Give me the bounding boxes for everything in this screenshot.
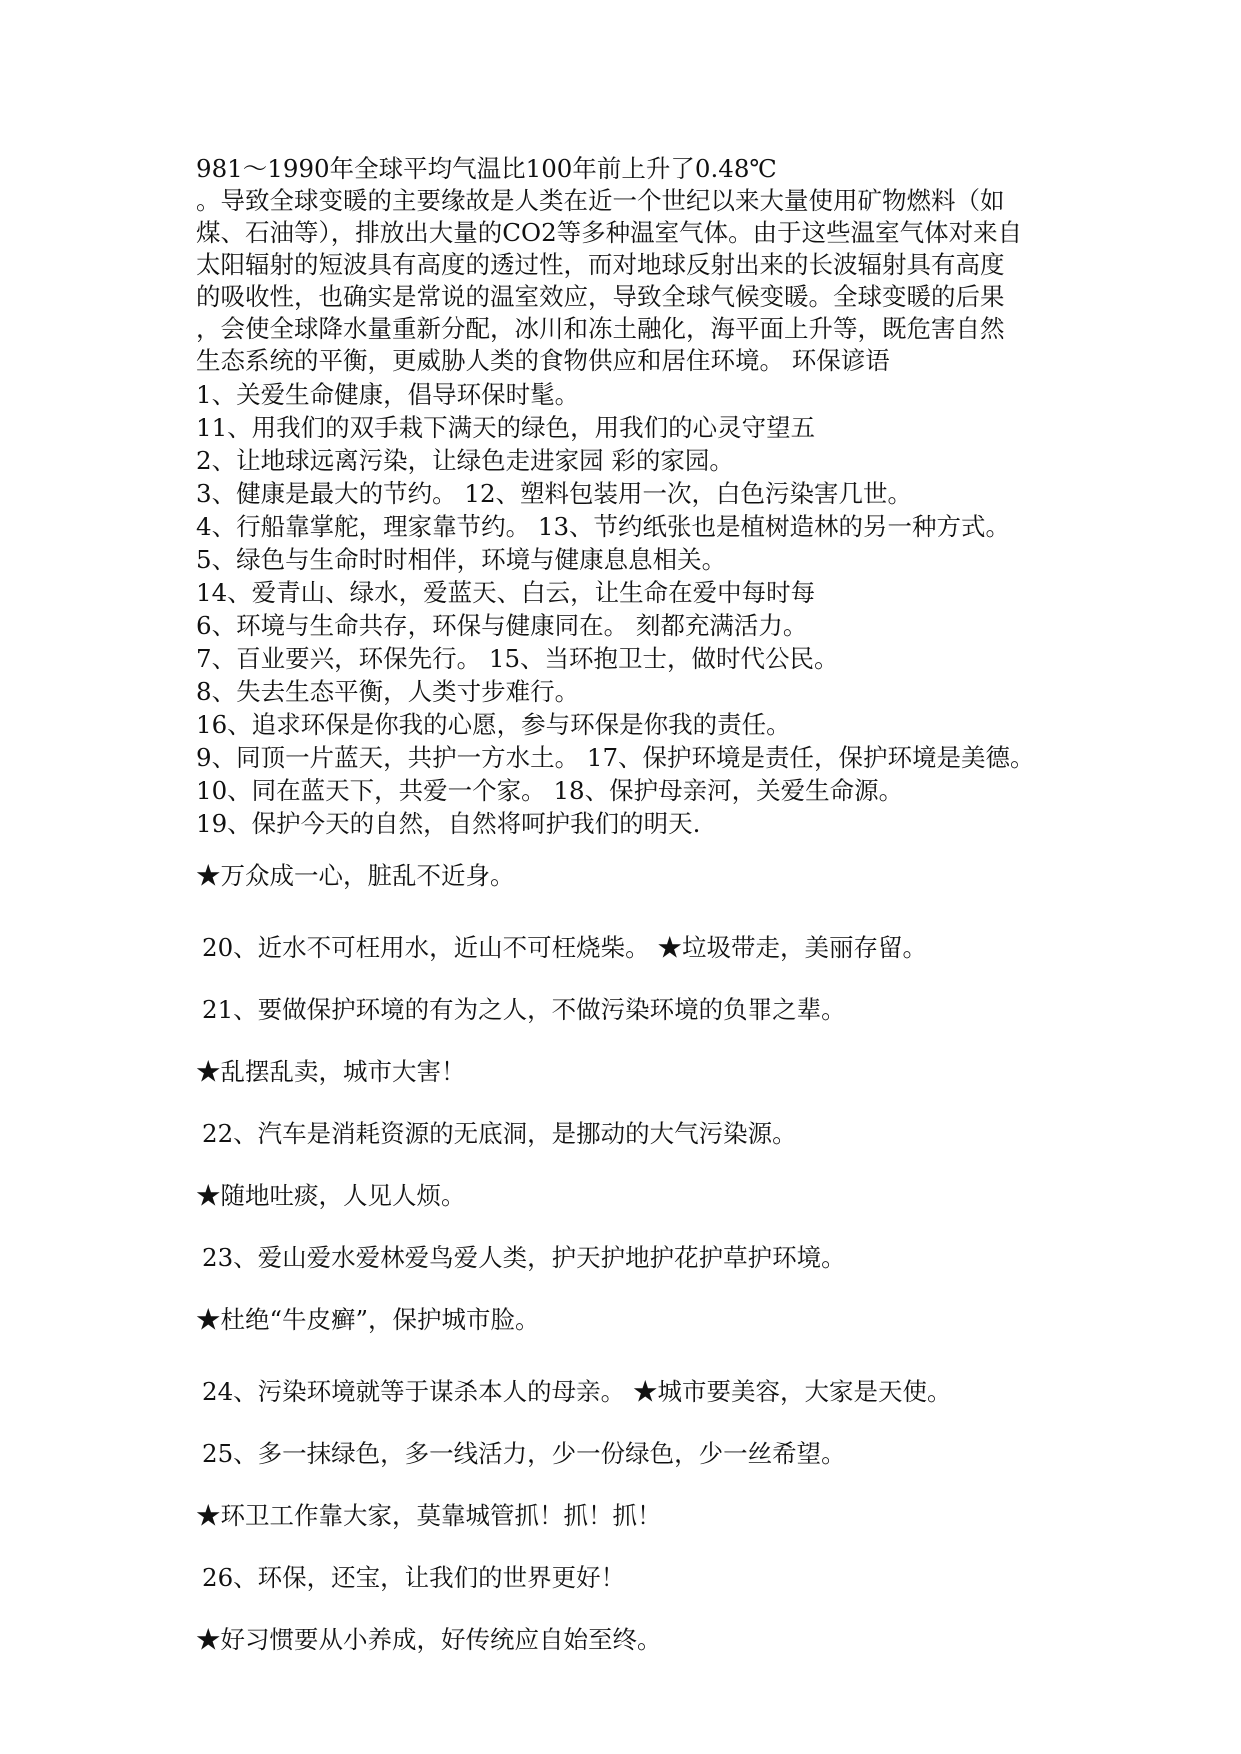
extra-line: ★乱摆乱卖，城市大害！ (196, 1057, 466, 1086)
slogan-line: 14、爱青山、绿水，爱蓝天、白云，让生命在爱中每时每 (196, 578, 816, 607)
slogan-line: 19、保护今天的自然，自然将呵护我们的明天. (196, 809, 701, 838)
intro-line: 太阳辐射的短波具有高度的透过性，而对地球反射出来的长波辐射具有高度 (196, 250, 1005, 279)
slogan-line: 5、绿色与生命时时相伴，环境与健康息息相关。 (196, 545, 727, 574)
extra-line: 25、多一抹绿色，多一线活力，少一份绿色，少一丝希望。 (202, 1439, 846, 1468)
intro-line: 的吸收性，也确实是常说的温室效应，导致全球气候变暖。全球变暖的后果 (196, 282, 1005, 311)
slogan-line: 4、行船靠掌舵，理家靠节约。 13、节约纸张也是植树造林的另一种方式。 (196, 512, 1011, 541)
intro-line: 981～1990年全球平均气温比100年前上升了0.48℃ (196, 154, 777, 183)
slogan-line: 6、环境与生命共存，环保与健康同在。 刻都充满活力。 (196, 611, 808, 640)
extra-line: 22、汽车是消耗资源的无底洞，是挪动的大气污染源。 (202, 1119, 797, 1148)
slogan-line: 3、健康是最大的节约。 12、塑料包装用一次，白色污染害几世。 (196, 479, 913, 508)
extra-line: 21、要做保护环境的有为之人，不做污染环境的负罪之辈。 (202, 995, 846, 1024)
slogan-line: 9、同顶一片蓝天，共护一方水土。 17、保护环境是责任，保护环境是美德。 (196, 743, 1035, 772)
extra-line: 24、污染环境就等于谋杀本人的母亲。 ★城市要美容，大家是天使。 (202, 1377, 952, 1406)
extra-line: ★环卫工作靠大家，莫靠城管抓！抓！抓！ (196, 1501, 662, 1530)
slogan-line: 7、百业要兴，环保先行。 15、当环抱卫士，做时代公民。 (196, 644, 839, 673)
extra-line: 20、近水不可枉用水，近山不可枉烧柴。 ★垃圾带走，美丽存留。 (202, 933, 927, 962)
slogan-line: 8、失去生态平衡，人类寸步难行。 (196, 677, 580, 706)
extra-line: 23、爱山爱水爱林爱鸟爱人类，护天护地护花护草护环境。 (202, 1243, 846, 1272)
intro-line: 。导致全球变暖的主要缘故是人类在近一个世纪以来大量使用矿物燃料（如 (196, 186, 1005, 215)
extra-line: ★万众成一心，脏乱不近身。 (196, 861, 515, 890)
slogan-line: 2、让地球远离污染，让绿色走进家园 彩的家园。 (196, 446, 734, 475)
extra-line: ★随地吐痰，人见人烦。 (196, 1181, 466, 1210)
slogan-line: 1、关爱生命健康，倡导环保时髦。 (196, 380, 580, 409)
slogan-line: 16、追求环保是你我的心愿，参与环保是你我的责任。 (196, 710, 791, 739)
intro-line: 煤、石油等），排放出大量的CO2等多种温室气体。由于这些温室气体对来自 (196, 218, 1023, 247)
slogan-line: 10、同在蓝天下，共爱一个家。 18、保护母亲河，关爱生命源。 (196, 776, 904, 805)
intro-line: ，会使全球降水量重新分配，冰川和冻土融化，海平面上升等，既危害自然 (196, 314, 1005, 343)
intro-line: 生态系统的平衡，更威胁人类的食物供应和居住环境。 环保谚语 (196, 346, 890, 375)
extra-line: ★好习惯要从小养成，好传统应自始至终。 (196, 1625, 662, 1654)
extra-line: 26、环保，还宝，让我们的世界更好！ (202, 1563, 626, 1592)
extra-line: ★杜绝“牛皮癣”，保护城市脸。 (196, 1305, 540, 1334)
slogan-line: 11、用我们的双手栽下满天的绿色，用我们的心灵守望五 (196, 413, 816, 442)
